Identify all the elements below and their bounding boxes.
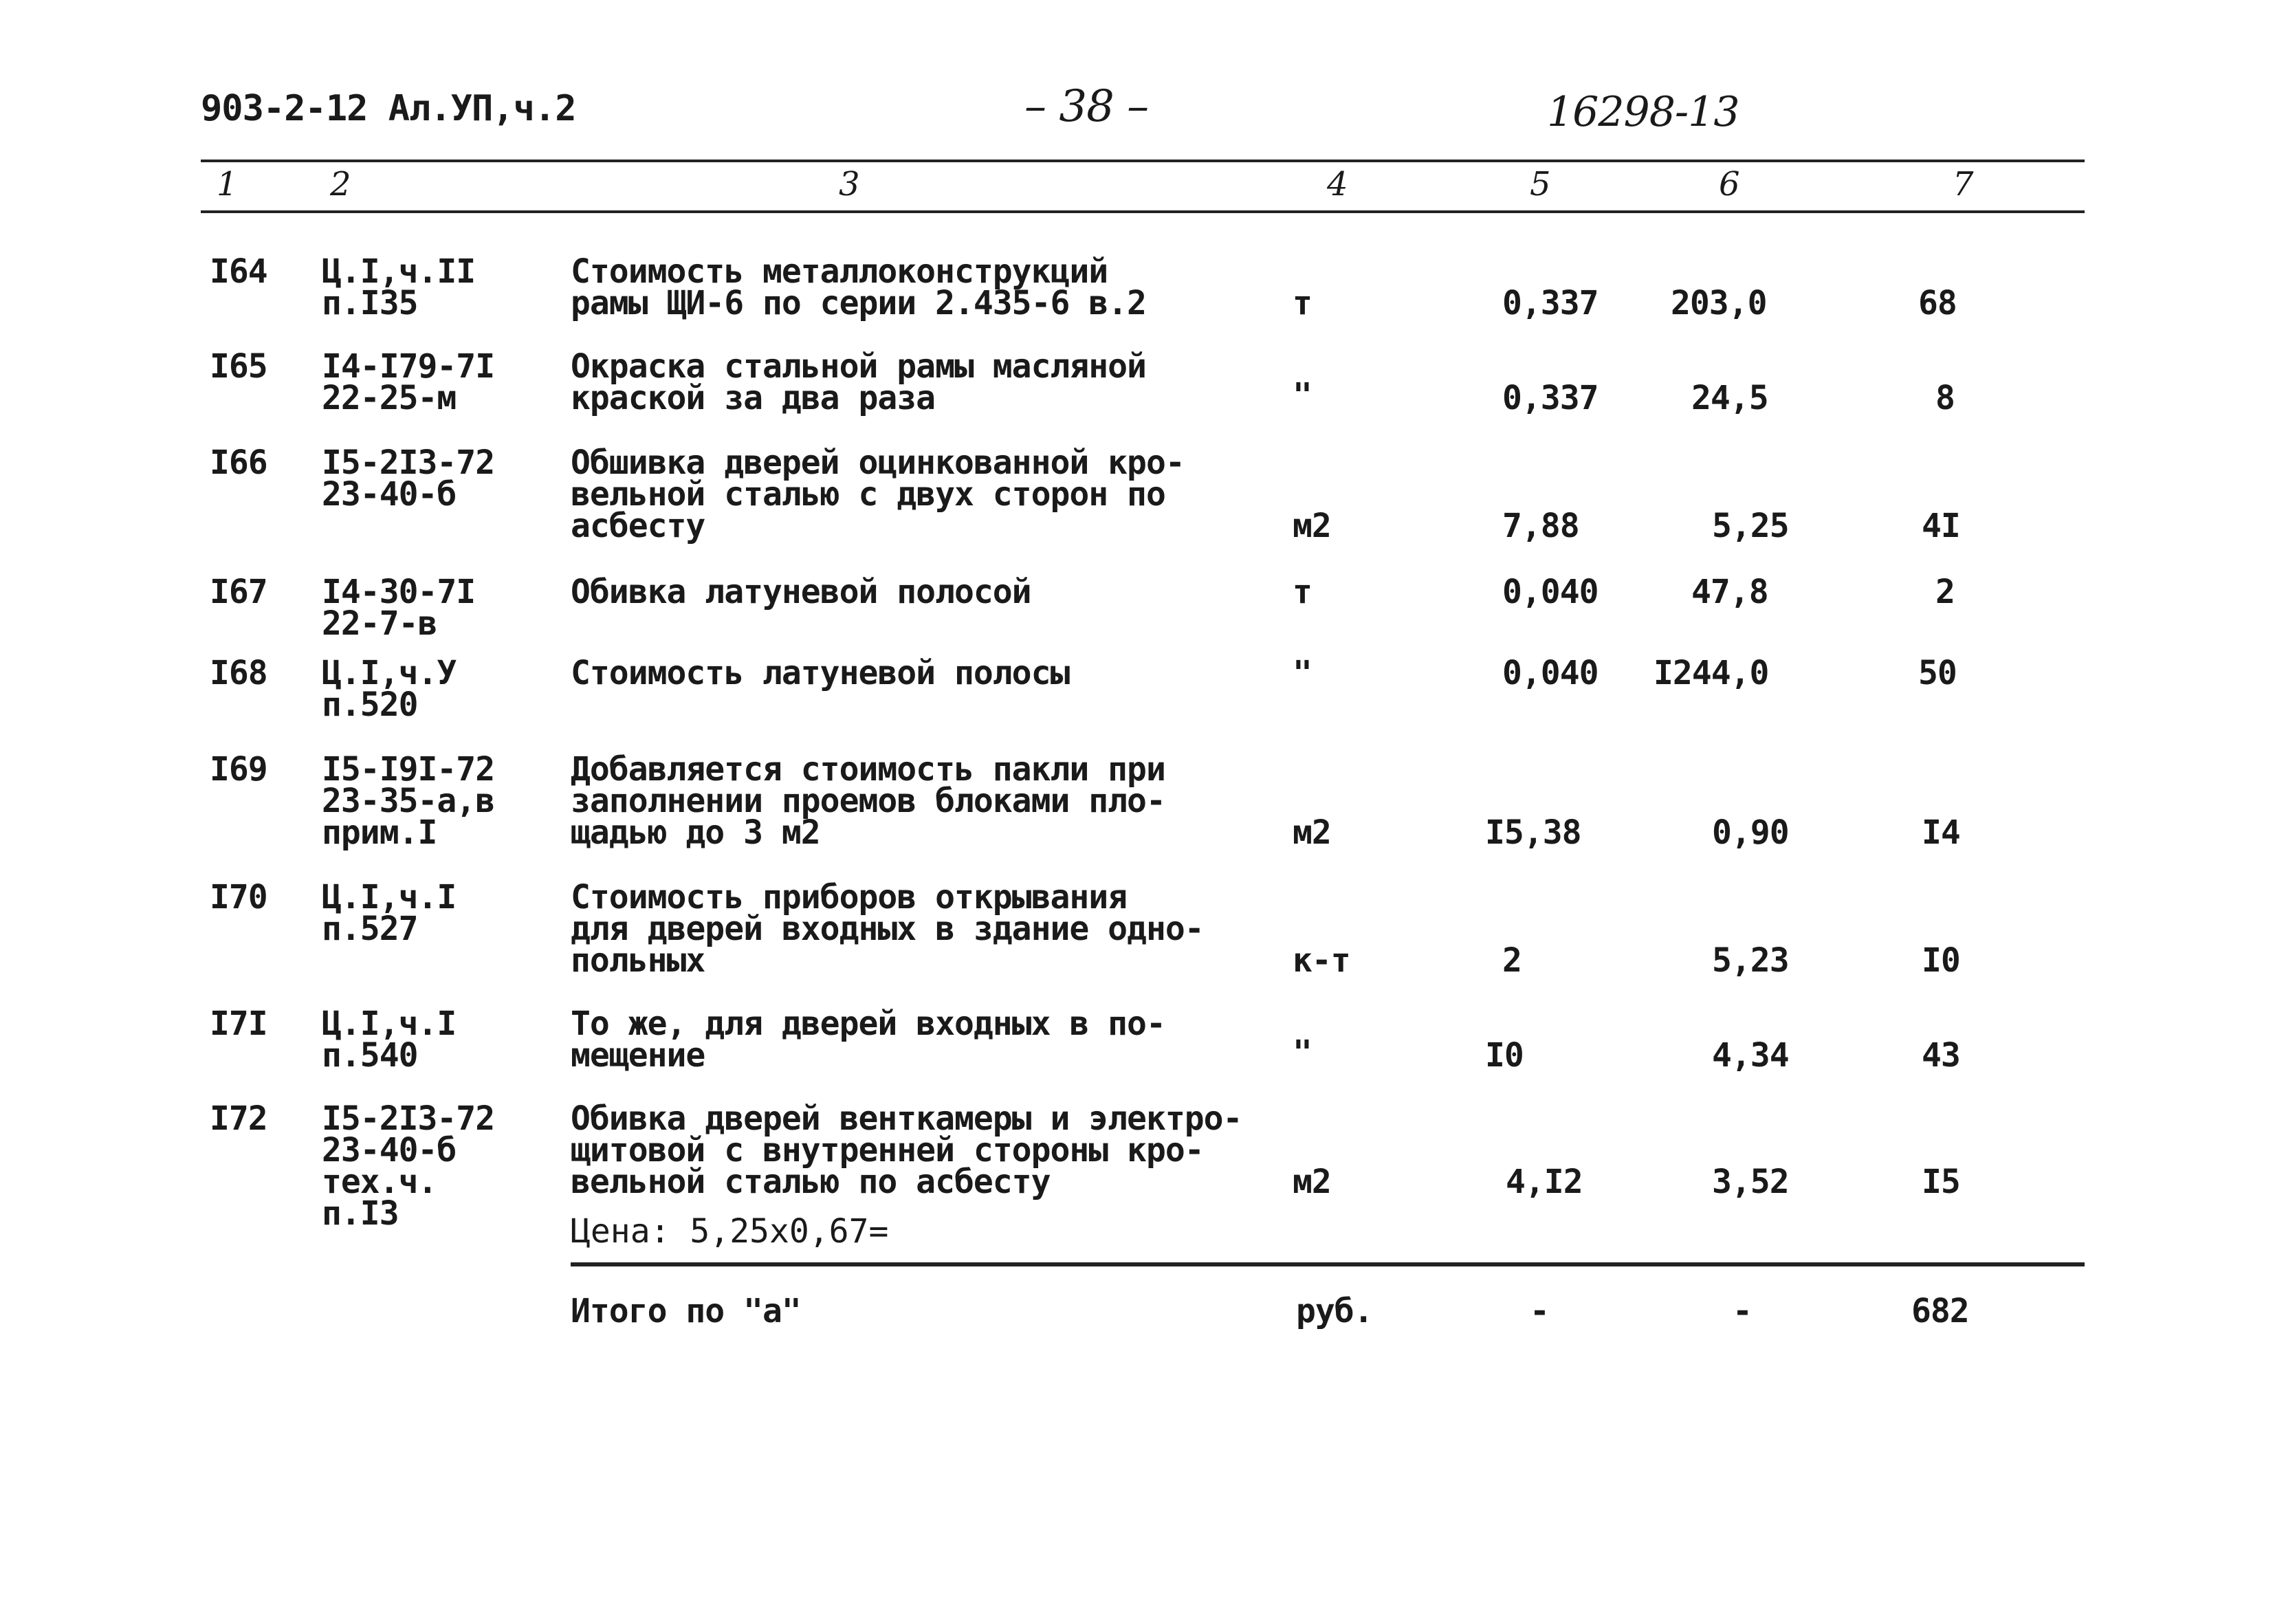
row-unit: т	[1293, 573, 1312, 611]
summary-price: -	[1733, 1292, 1752, 1330]
row-unit: м2	[1293, 813, 1331, 852]
row-total: I4	[1922, 813, 1960, 852]
row-description: Обивка латуневой полосой	[571, 573, 1031, 611]
row-quantity: 0,337	[1502, 284, 1599, 322]
row-reference: I4-I79-7I 22-25-м	[322, 347, 495, 417]
row-number: I68	[210, 654, 267, 692]
row-price: 4,34	[1712, 1036, 1789, 1075]
row-description: Стоимость латуневой полосы	[571, 654, 1070, 692]
row-price: 5,23	[1712, 941, 1789, 980]
row-unit: "	[1293, 1033, 1312, 1072]
row-reference: I5-2I3-72 23-40-б тех.ч. п.I3	[322, 1099, 495, 1233]
row-reference: I4-30-7I 22-7-в	[322, 573, 476, 643]
column-header-2: 2	[330, 165, 351, 204]
row-price: 24,5	[1691, 379, 1768, 417]
row-description: Обшивка дверей оцинкованной кро- вельной сталью с двух сторон по асбесту	[571, 443, 1185, 545]
top-rule	[201, 160, 2085, 162]
row-number: I66	[210, 443, 267, 482]
row-total: 43	[1922, 1036, 1960, 1075]
row-total: I0	[1922, 941, 1960, 980]
row-number: I72	[210, 1099, 267, 1138]
row-unit: м2	[1293, 507, 1331, 545]
document-number: 16298-13	[1547, 88, 1739, 136]
row-price: 0,90	[1712, 813, 1789, 852]
page-number: – 38 –	[1024, 81, 1149, 132]
row-quantity: 4,I2	[1506, 1163, 1583, 1201]
summary-quantity: -	[1530, 1292, 1549, 1330]
row-description: Добавляется стоимость пакли при заполнении проемов блоками пло- щадью до 3 м2	[571, 750, 1165, 852]
row-number: I7I	[210, 1005, 267, 1043]
row-quantity: 0,040	[1502, 654, 1599, 692]
row-price: 3,52	[1712, 1163, 1789, 1201]
row-price: 47,8	[1691, 573, 1768, 611]
row-number: I65	[210, 347, 267, 386]
row-price: 203,0	[1671, 284, 1767, 322]
row-unit: "	[1293, 376, 1312, 415]
summary-unit: руб.	[1296, 1292, 1373, 1330]
column-header-6: 6	[1719, 165, 1740, 204]
row-description: Обивка дверей венткамеры и электро- щитовой с внутренней стороны кро- вельной сталью по асбесту	[571, 1099, 1242, 1201]
row-quantity: 2	[1502, 941, 1522, 980]
row-reference: I5-2I3-72 23-40-б	[322, 443, 495, 514]
row-reference: Ц.I,ч.У п.520	[322, 654, 457, 724]
column-header-4: 4	[1327, 165, 1348, 204]
row-quantity: I5,38	[1485, 813, 1581, 852]
row-unit: т	[1293, 284, 1312, 322]
row-number: I67	[210, 573, 267, 611]
row-quantity: 7,88	[1502, 507, 1579, 545]
summary-label: Итого по "а"	[571, 1292, 801, 1330]
row-price: 5,25	[1712, 507, 1789, 545]
row-unit: к-т	[1293, 941, 1350, 980]
document-code: 903-2-12 Ал.УП,ч.2	[201, 88, 576, 129]
row-reference: Ц.I,ч.I п.540	[322, 1005, 457, 1075]
row-total: 68	[1918, 284, 1957, 322]
row-number: I70	[210, 878, 267, 917]
row-total: 8	[1935, 379, 1955, 417]
row-reference: Ц.I,ч.II п.I35	[322, 252, 476, 322]
row-quantity: 0,040	[1502, 573, 1599, 611]
row-reference: I5-I9I-72 23-35-а,в прим.I	[322, 750, 495, 852]
column-header-7: 7	[1953, 165, 1974, 204]
row-total: I5	[1922, 1163, 1960, 1201]
row-description: Окраска стальной рамы масляной краской за два раза	[571, 347, 1146, 417]
row-quantity: 0,337	[1502, 379, 1599, 417]
row-reference: Ц.I,ч.I п.527	[322, 878, 457, 948]
row-unit: "	[1293, 654, 1312, 692]
price-note: Цена: 5,25х0,67=	[571, 1212, 889, 1251]
row-total: 50	[1918, 654, 1957, 692]
column-header-1: 1	[217, 165, 238, 204]
row-number: I64	[210, 252, 267, 291]
row-unit: м2	[1293, 1163, 1331, 1201]
row-number: I69	[210, 750, 267, 789]
header-rule	[201, 210, 2085, 213]
column-header-3: 3	[839, 165, 860, 204]
row-description: Стоимость металлоконструкций рамы ЩИ-6 по серии 2.435-6 в.2	[571, 252, 1146, 322]
summary-total: 682	[1911, 1292, 1969, 1330]
row-total: 2	[1935, 573, 1955, 611]
row-total: 4I	[1922, 507, 1960, 545]
row-description: То же, для дверей входных в по- мещение	[571, 1005, 1165, 1075]
row-description: Стоимость приборов открывания для дверей входных в здание одно- польных	[571, 878, 1204, 980]
column-header-5: 5	[1530, 165, 1551, 204]
summary-rule	[571, 1262, 2085, 1266]
row-price: I244,0	[1654, 654, 1769, 692]
row-quantity: I0	[1485, 1036, 1524, 1075]
